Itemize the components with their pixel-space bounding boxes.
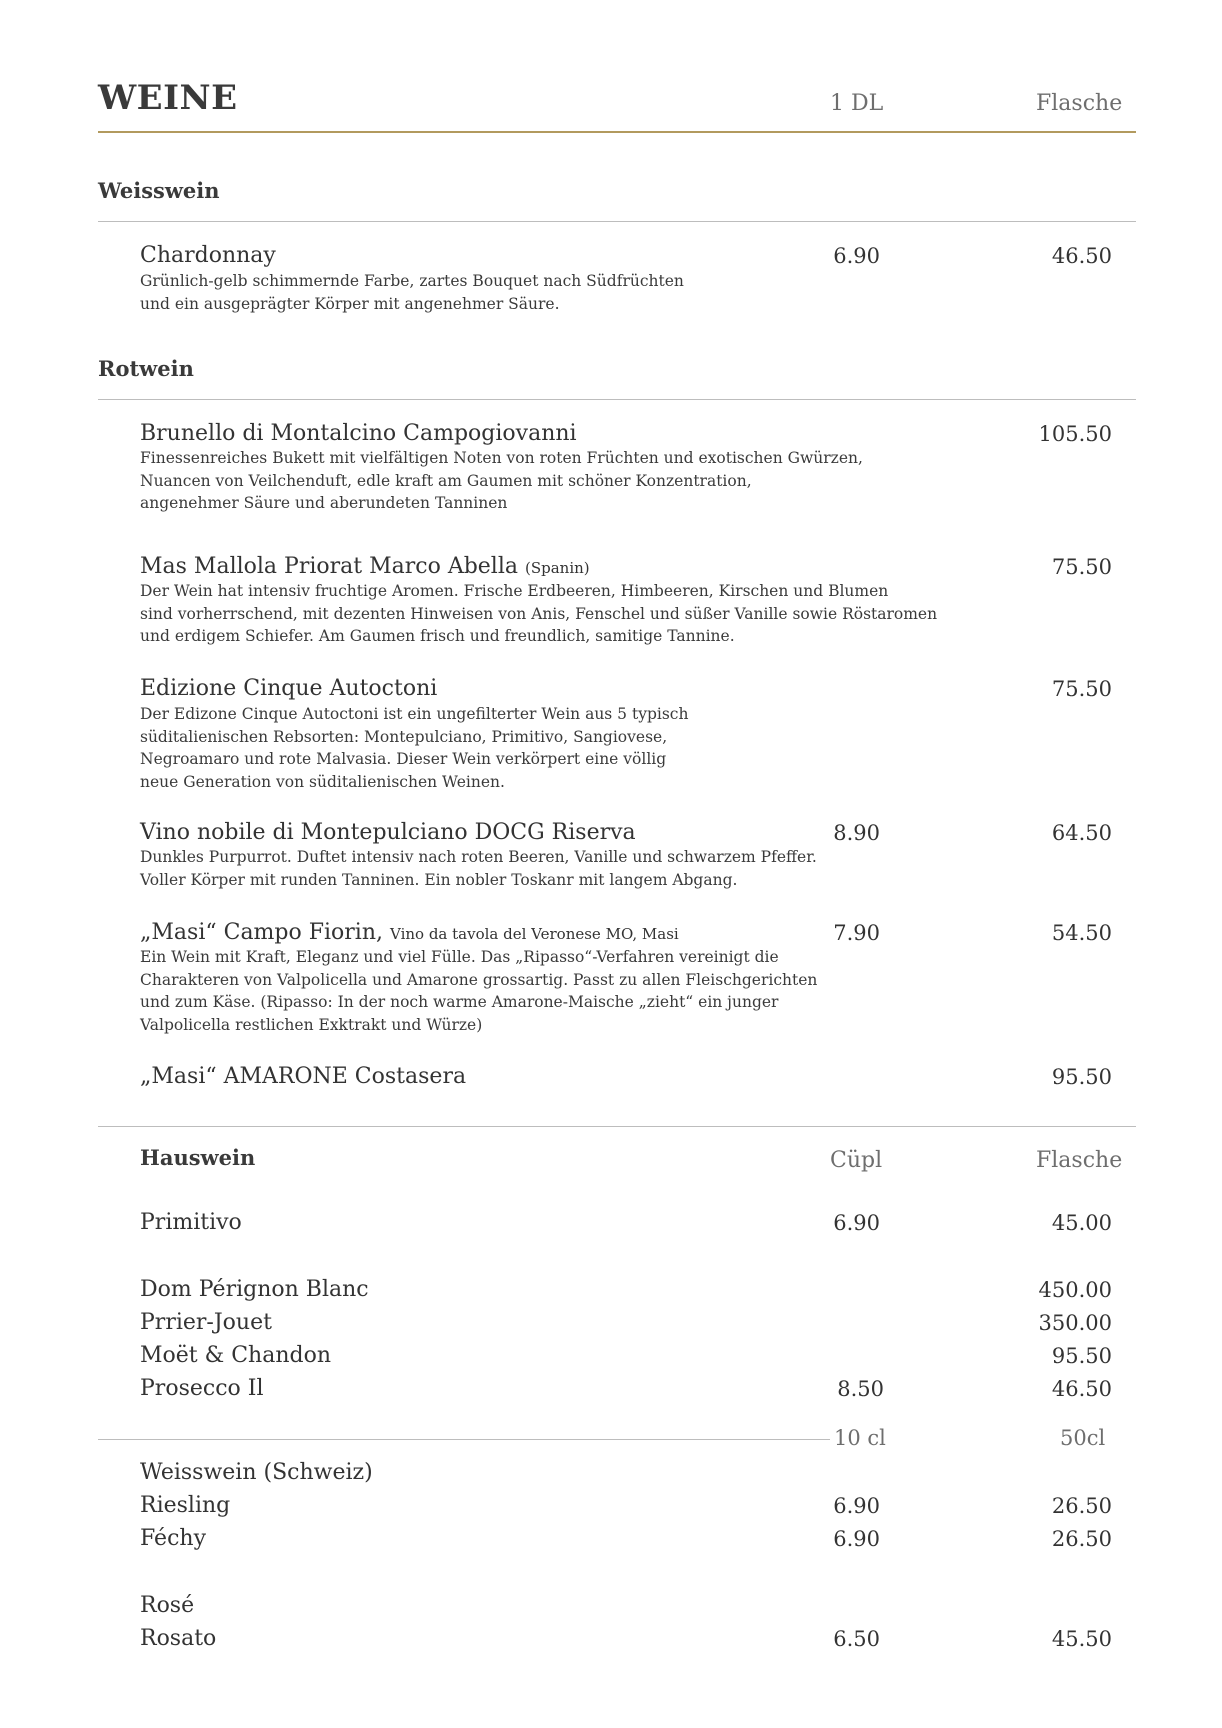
column-header-flasche: Flasche [1036,91,1123,116]
price-bottle: 46.50 [1051,1377,1112,1401]
price-bottle: 64.50 [1051,821,1112,845]
price-bottle: 105.50 [1038,422,1112,446]
price-bottle: 45.00 [1051,1211,1112,1235]
wine-name-primitivo: Primitivo [140,1210,242,1235]
price-1dl: 7.90 [833,921,880,945]
wine-name-brunello: Brunello di Montalcino Campogiovanni [140,421,577,446]
wine-description: Der Wein hat intensiv fruchtige Aromen. Frische Erdbeeren, Himbeeren, Kirschen und Blumen sind vorherrschend, mit dezenten Hinweisen von Anis, Fenschel und süßer Vanille sowie Röstaromen und erdigem Schiefer. Am Gaumen frisch und freundlich, samitige Tannine. [140,582,938,645]
section-title-hauswein: Hauswein [140,1145,256,1170]
wine-name-moet: Moët & Chandon [140,1343,331,1368]
price-bottle: 95.50 [1051,1065,1112,1089]
price-bottle: 75.50 [1051,555,1112,579]
price-bottle: 350.00 [1038,1311,1112,1335]
section-divider [98,399,1136,400]
wine-origin-note: (Spanin) [525,559,590,577]
price-10cl: 6.90 [833,1527,880,1551]
wine-description: Grünlich-gelb schimmernde Farbe, zartes Bouquet nach Südfrüchten und ein ausgeprägter Körper mit angenehmer Säure. [140,272,684,313]
wine-description: Finessenreiches Bukett mit vielfältigen Noten von roten Früchten und exotischen Gwürzen, Nuancen von Veilchenduft, edle kraft am Gaumen mit schöner Konzentration, angenehmer Säure und aberundeten Tanninen [140,449,863,512]
wine-name-amarone: „Masi“ AMARONE Costasera [140,1064,467,1089]
price-bottle: 450.00 [1038,1278,1112,1302]
price-bottle: 75.50 [1051,677,1112,701]
price-50cl: 26.50 [1051,1527,1112,1551]
wine-name-dom-perignon: Dom Pérignon Blanc [140,1277,369,1302]
price-bottle: 95.50 [1051,1344,1112,1368]
wine-name-vino-nobile: Vino nobile di Montepulciano DOCG Riserva [140,820,636,845]
price-bottle: 46.50 [1051,244,1112,268]
price-cupl: 8.50 [837,1377,884,1401]
wine-name-rosato: Rosato [140,1626,217,1651]
price-10cl: 6.50 [833,1627,880,1651]
price-1dl: 6.90 [833,244,880,268]
group-title-rose: Rosé [140,1593,195,1618]
wine-name-prosecco: Prosecco Il [140,1376,264,1401]
section-divider [98,1439,830,1440]
wine-name: Mas Mallola Priorat Marco Abella [140,554,518,579]
wine-name: „Masi“ Campo Fiorin, [140,920,383,945]
header-divider [98,131,1136,133]
group-title-weisswein-schweiz: Weisswein (Schweiz) [140,1460,373,1485]
column-header-cupl: Cüpl [830,1148,883,1173]
section-title-weisswein: Weisswein [98,178,220,203]
column-header-50cl: 50cl [1060,1426,1106,1450]
column-header-10cl: 10 cl [834,1426,886,1450]
wine-name-riesling: Riesling [140,1493,231,1518]
wine-name-chardonnay: Chardonnay [140,243,276,268]
section-divider [98,1126,1136,1127]
column-header-flasche: Flasche [1036,1148,1123,1173]
wine-name-campo-fiorin [140,920,679,945]
wine-description: Ein Wein mit Kraft, Eleganz und viel Fülle. Das „Ripasso“-Verfahren vereinigt die Charakteren von Valpolicella und Amarone grossartig. Passt zu allen Fleischgerichten und zum Käse. (Ripasso: In der noch warme Amarone-Maische „zieht“ ein junger Valpolicella restlichen Exktrakt und Würze) [140,948,818,1034]
wine-origin-note: Vino da tavola del Veronese MO, Masi [390,925,679,943]
wine-description: Der Edizone Cinque Autoctoni ist ein ungefilterter Wein aus 5 typisch süditalienischen Rebsorten: Montepulciano, Primitivo, Sangiovese, Negroamaro und rote Malvasia. Dieser Wein verkörpert eine völlig neue Generation von süditalienischen Weinen. [140,705,689,791]
wine-description: Dunkles Purpurrot. Duftet intensiv nach roten Beeren, Vanille und schwarzem Pfeffer. Voller Körper mit runden Tanninen. Ein nobler Toskanr mit langem Abgang. [140,848,817,889]
wine-name-mas-mallola [140,554,590,579]
price-bottle: 54.50 [1051,921,1112,945]
wine-name-fechy: Féchy [140,1526,206,1551]
price-50cl: 45.50 [1051,1627,1112,1651]
section-title-rotwein: Rotwein [98,356,194,381]
wine-name-perrier-jouet: Prrier-Jouet [140,1310,272,1335]
section-divider [98,221,1136,222]
wine-name-edizione: Edizione Cinque Autoctoni [140,676,438,701]
price-1dl: 8.90 [833,821,880,845]
column-header-1dl: 1 DL [830,91,884,116]
page-title: WEINE [98,78,238,118]
price-10cl: 6.90 [833,1494,880,1518]
price-cupl: 6.90 [833,1211,880,1235]
price-50cl: 26.50 [1051,1494,1112,1518]
